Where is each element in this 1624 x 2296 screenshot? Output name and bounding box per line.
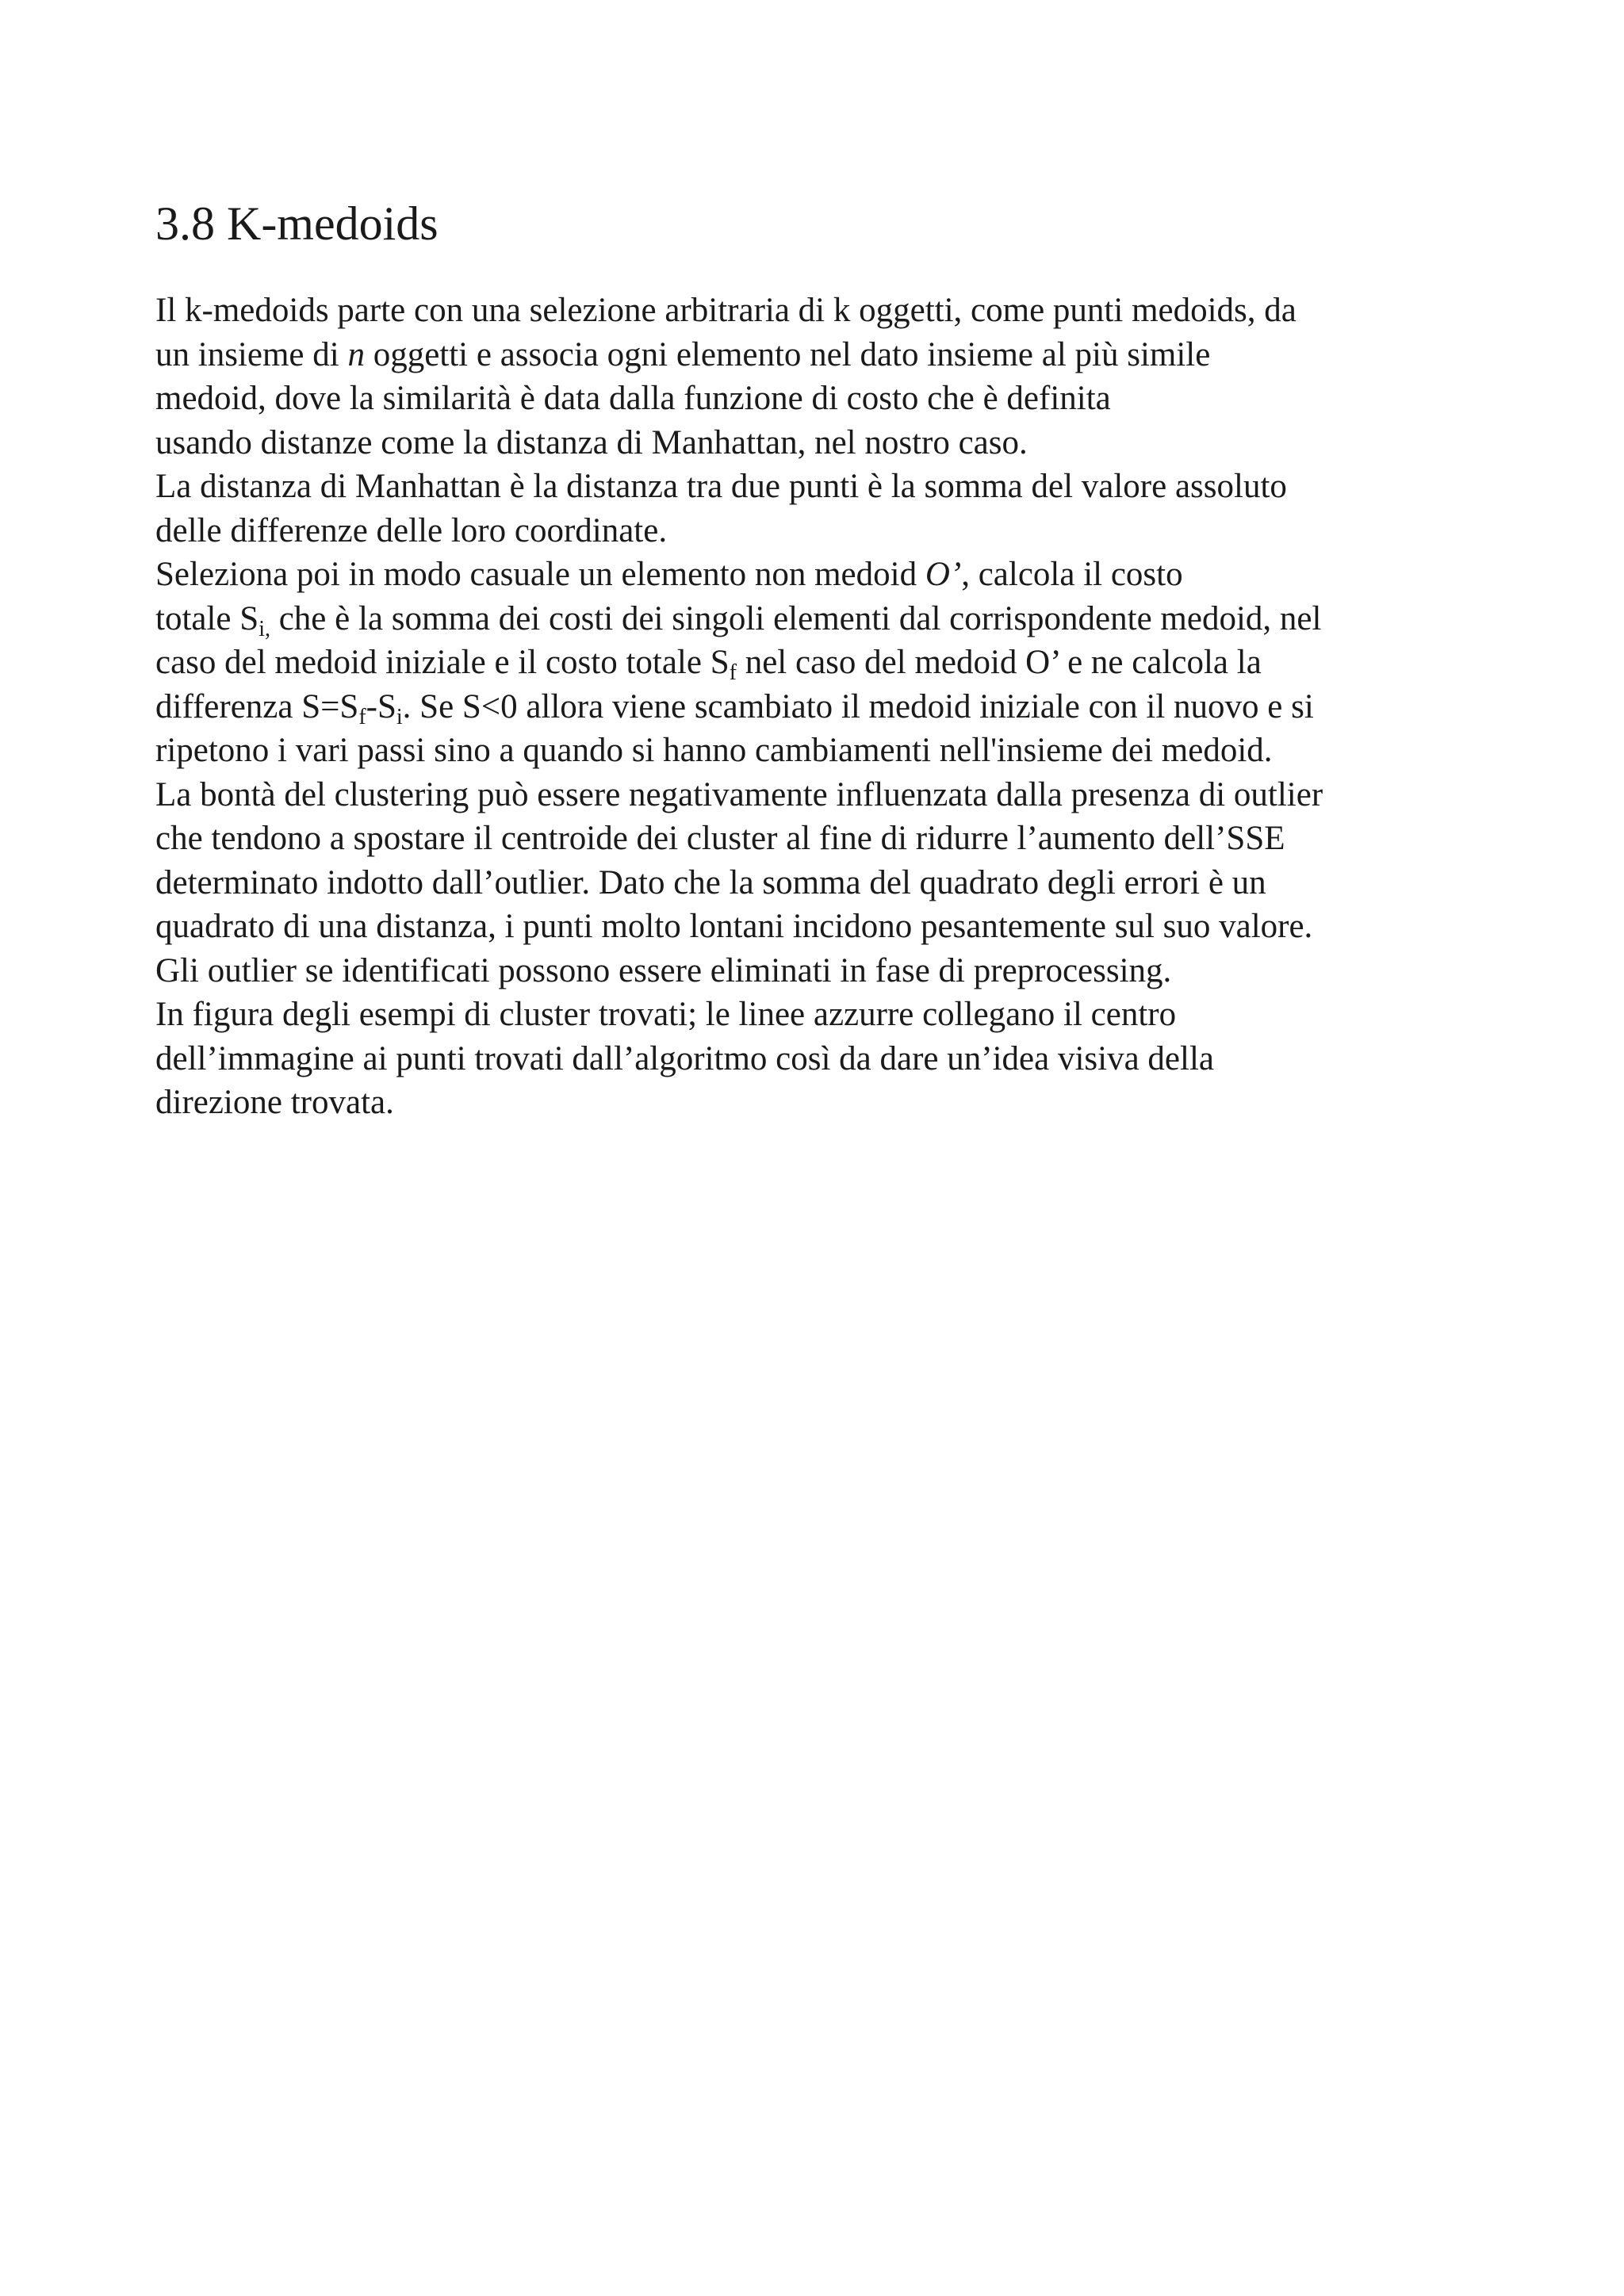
text-line: Gli outlier se identificati possono essere eliminati in fase di preprocessing. xyxy=(155,951,1172,989)
section-heading: 3.8 K-medoids xyxy=(155,197,439,250)
section-body xyxy=(155,289,1503,1125)
subscript: i, xyxy=(259,616,270,641)
italic-variable: O’ xyxy=(925,556,962,593)
text-fragment: , calcola il costo xyxy=(961,556,1183,593)
text-fragment: . Se S<0 allora viene scambiato il medoid iniziale con il nuovo e si xyxy=(402,687,1314,725)
text-fragment: differenza S=S xyxy=(155,687,359,725)
text-line: che tendono a spostare il centroide dei cluster al fine di ridurre l’aumento dell’SSE xyxy=(155,820,1285,857)
text-line: determinato indotto dall’outlier. Dato che la somma del quadrato degli errori è un xyxy=(155,863,1266,901)
text-line: usando distanze come la distanza di Manhattan, nel nostro caso. xyxy=(155,423,1028,461)
text-fragment: totale S xyxy=(155,599,259,637)
text-line: La distanza di Manhattan è la distanza tra due punti è la somma del valore assoluto xyxy=(155,468,1287,505)
text-line xyxy=(155,641,1503,685)
text-line: In figura degli esempi di cluster trovati; le linee azzurre collegano il centro xyxy=(155,996,1177,1033)
text-line xyxy=(155,333,1503,377)
text-line xyxy=(155,553,1503,597)
subscript: f xyxy=(729,660,737,685)
text-line: medoid, dove la similarità è data dalla funzione di costo che è definita xyxy=(155,380,1111,417)
text-fragment: un insieme di xyxy=(155,335,348,373)
text-line: Il k-medoids parte con una selezione arbitraria di k oggetti, come punti medoids, da xyxy=(155,292,1297,329)
text-line: La bontà del clustering può essere negativamente influenzata dalla presenza di outlier xyxy=(155,775,1323,813)
subscript: f xyxy=(358,704,366,729)
text-fragment: -S xyxy=(366,687,396,725)
text-fragment: caso del medoid iniziale e il costo totale S xyxy=(155,644,730,681)
text-line xyxy=(155,685,1503,729)
italic-variable: n xyxy=(347,335,365,373)
text-line: ripetono i vari passi sino a quando si hanno cambiamenti nell'insieme dei medoid. xyxy=(155,732,1273,769)
text-line: delle differenze delle loro coordinate. xyxy=(155,511,668,549)
text-fragment: che è la somma dei costi dei singoli elementi dal corrispondente medoid, nel xyxy=(270,599,1322,637)
text-line xyxy=(155,597,1503,641)
text-line: quadrato di una distanza, i punti molto lontani incidono pesantemente sul suo valore. xyxy=(155,908,1313,945)
text-line: direzione trovata. xyxy=(155,1084,394,1121)
text-line: dell’immagine ai punti trovati dall’algoritmo così da dare un’idea visiva della xyxy=(155,1039,1214,1077)
text-fragment: Seleziona poi in modo casuale un elemento non medoid xyxy=(155,556,925,593)
subscript: i xyxy=(396,704,403,729)
text-fragment: nel caso del medoid O’ e ne calcola la xyxy=(736,644,1262,681)
text-fragment: oggetti e associa ogni elemento nel dato insieme al più simile xyxy=(364,335,1211,373)
